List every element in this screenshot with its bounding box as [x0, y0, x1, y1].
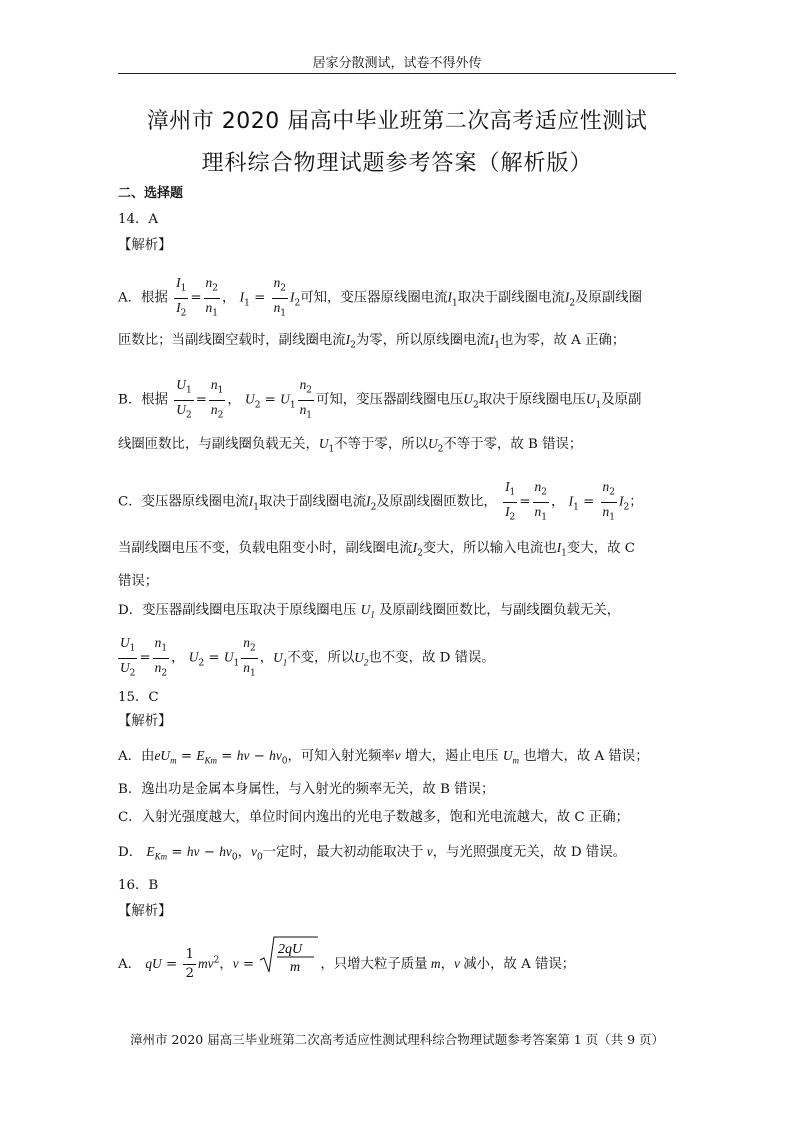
- square-root-icon: [258, 934, 320, 995]
- q14-option-d-line1: D．变压器副线圈电压取决于原线圈电压 $U_1$ 及原副线圈匝数比，与副线圈负载无关，: [118, 602, 621, 620]
- svg-text:2qU: 2qU: [278, 942, 303, 957]
- q14-answer: 14．A: [118, 212, 159, 227]
- q15-option-b: B．逸出功是金属本身属性，与入射光的频率无关，故 B 错误；: [118, 782, 495, 797]
- q14-option-a-line2: 匝数比；当副线圈空载时，副线圈电流$I_2$为零，所以原线圈电流$I_1$也为零，故 A 正确；: [118, 332, 626, 351]
- header-divider: [118, 73, 676, 74]
- page-header: 居家分散测试，试卷不得外传: [312, 56, 482, 71]
- page-footer: 漳州市 2020 届高三毕业班第二次高考适应性测试理科综合物理试题参考答案第 1 页（共 9 页）: [129, 1032, 665, 1047]
- q16-option-a: A． qU = $\frac{1}{2}$ $mv^2$，v = 2qU m ，只增大粒子质量 m，v 减小，故 A 错误；: [118, 934, 698, 995]
- q14-option-b-line1: B．根据 $\frac{U_1}{U_2}$ = $\frac{n_1}{n_2}$ ， $U_2 = U_1$ $\frac{n_2}{n_1}$ 可知，变压器副线圈电压$U_2$取决于原线圈电压$U_1$及原副: [118, 377, 642, 421]
- q14-option-d-line2: $\frac{U_1}{U_2}$ = $\frac{n_1}{n_2}$ ， $U_2 = U_1$ $\frac{n_2}{n_1}$ ，$U_1$不变，所以$U_2$也不变，故 D 错误。: [120, 635, 495, 679]
- q15-option-c: C．入射光强度越大，单位时间内逸出的光电子数越多，饱和光电流越大，故 C 正确；: [118, 810, 630, 825]
- q14-analysis-label: 【解析】: [118, 238, 172, 253]
- q14-option-b-line2: 线圈匝数比，与副线圈负载无关，$U_1$不等于零，所以$U_2$不等于零，故 B 错误；: [118, 436, 583, 455]
- q14-option-c-line1: C．变压器原线圈电流$I_1$取决于副线圈电流$I_2$及原副线圈匝数比， $\frac{I_1}{I_2}$ = $\frac{n_2}{n_1}$ ， $I_1$ = $\frac{n_2}{n_1}$ $I_2$；: [118, 479, 643, 523]
- q15-option-a: A．由$eU_m = E_{Km} = h\nu - h\nu_0$，可知入射光频率ν 增大，遏止电压 $U_m$ 也增大，故 A 错误；: [118, 748, 649, 767]
- svg-text:m: m: [290, 960, 301, 975]
- q15-answer: 15．C: [118, 690, 159, 705]
- q16-answer: 16．B: [118, 878, 159, 893]
- document-title: 漳州市 2020 届高中毕业班第二次高考适应性测试: [146, 109, 648, 134]
- q14-option-c-line3: 错误；: [118, 574, 159, 589]
- q15-option-d: D． $E_{Km} = h\nu - h\nu_0$，$\nu_0$一定时，最大初动能取决于 v，与光照强度无关，故 D 错误。: [118, 844, 626, 863]
- document-subtitle: 理科综合物理试题参考答案（解析版）: [201, 151, 593, 176]
- q15-analysis-label: 【解析】: [118, 714, 172, 729]
- section-heading: 二、选择题: [118, 186, 184, 201]
- q14-option-a-line1: A．根据 $\frac{I_1}{I_2}$ = $\frac{n_2}{n_1}$ ， $I_1$ = $\frac{n_2}{n_1}$ $I_2$可知，变压器原线圈电流$I_1$取决于副线圈电流$I_2$及原副线圈: [118, 275, 642, 319]
- q16-analysis-label: 【解析】: [118, 904, 172, 919]
- q14-option-c-line2: 当副线圈电压不变，负载电阻变小时，副线圈电流$I_2$变大，所以输入电流也$I_1$变大，故 C: [118, 540, 635, 559]
